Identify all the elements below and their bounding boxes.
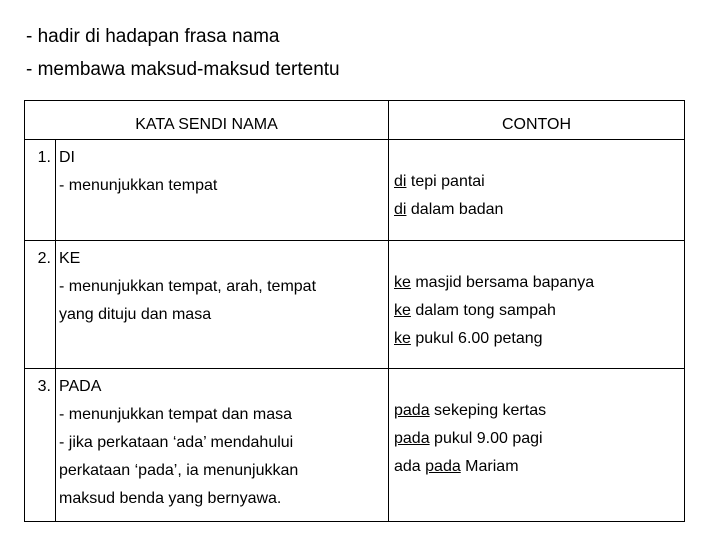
row-description: [56, 369, 389, 522]
description-line: - menunjukkan tempat: [59, 177, 218, 194]
row-description: [56, 241, 389, 369]
example-line: pada pukul 9.00 pagi: [394, 430, 543, 447]
row-number: 2.: [25, 241, 56, 369]
example-line: ke pukul 6.00 petang: [394, 330, 543, 347]
example-line: ke masjid bersama bapanya: [394, 274, 595, 291]
table-row: [25, 140, 685, 241]
preposition-table: [24, 100, 685, 522]
example-line: pada sekeping kertas: [394, 402, 547, 419]
header-kata-sendi-nama: KATA SENDI NAMA: [25, 101, 389, 140]
preposition-name: KE: [59, 250, 81, 267]
row-description: [56, 140, 389, 241]
description-line: yang dituju dan masa: [59, 306, 212, 323]
description-line: - jika perkataan ‘ada’ mendahului: [59, 434, 294, 451]
row-examples: [389, 140, 685, 241]
description-line: - menunjukkan tempat, arah, tempat: [59, 278, 317, 295]
description-line: maksud benda yang bernyawa.: [59, 490, 282, 507]
description-line: perkataan ‘pada’, ia menunjukkan: [59, 462, 299, 479]
description-line: - menunjukkan tempat dan masa: [59, 406, 293, 423]
row-examples: [389, 241, 685, 369]
header-contoh: CONTOH: [389, 101, 685, 140]
table-header-row: [25, 101, 685, 140]
example-line: ada pada Mariam: [394, 458, 519, 475]
example-line: di tepi pantai: [394, 173, 485, 190]
table-row: [25, 369, 685, 522]
example-line: ke dalam tong sampah: [394, 302, 556, 319]
intro-line-2: - membawa maksud-maksud tertentu: [26, 59, 340, 80]
intro-line-1: - hadir di hadapan frasa nama: [26, 26, 280, 47]
table-row: [25, 241, 685, 369]
row-number: 3.: [25, 369, 56, 522]
preposition-name: PADA: [59, 378, 102, 395]
row-examples: [389, 369, 685, 522]
preposition-name: DI: [59, 149, 75, 166]
example-line: di dalam badan: [394, 201, 504, 218]
row-number: 1.: [25, 140, 56, 241]
